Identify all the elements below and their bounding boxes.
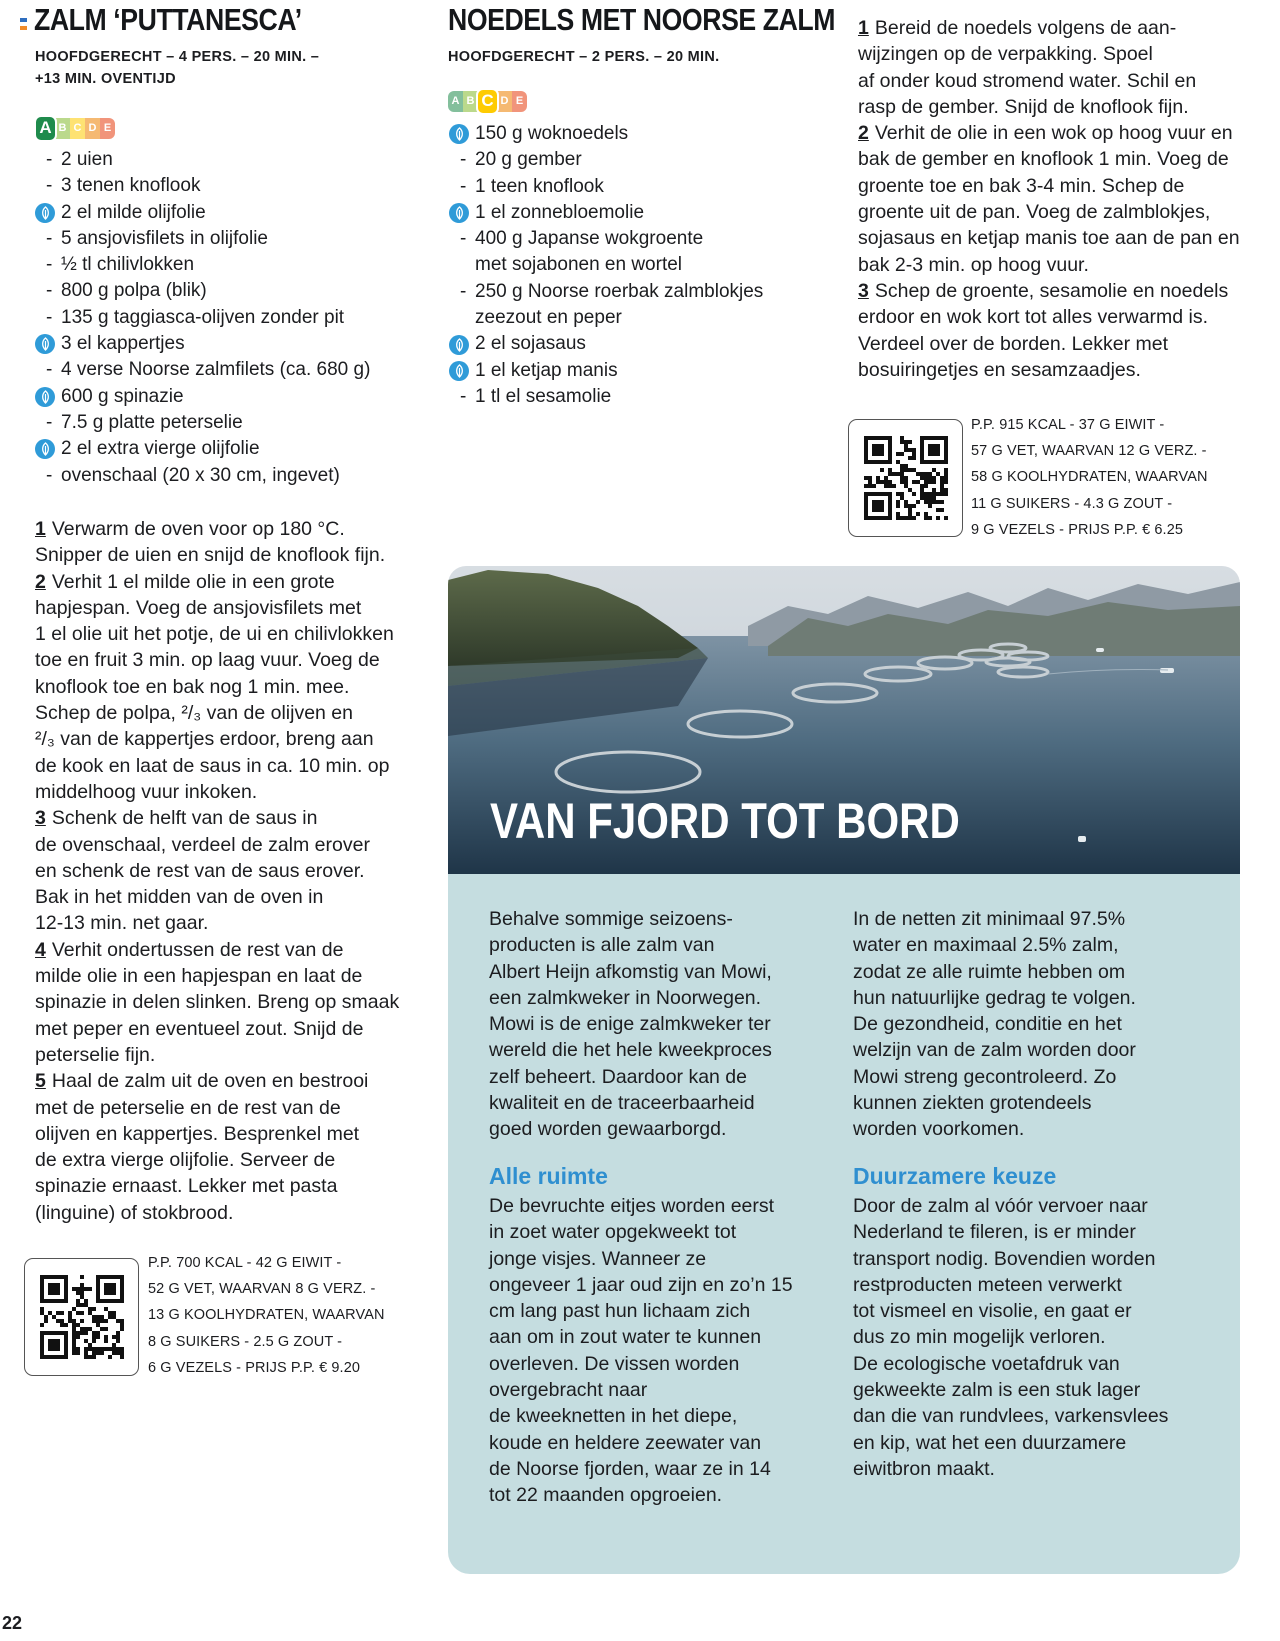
dash-mark: - xyxy=(460,385,467,407)
text-line: eiwitbron maakt. xyxy=(853,1457,995,1480)
step-text: knoflook toe en bak nog 1 min. mee. xyxy=(35,675,350,698)
method-line xyxy=(35,1200,435,1226)
text-line: Mowi streng gecontroleerd. Zo xyxy=(853,1065,1117,1088)
ingredient-text: 2 el milde olijfolie xyxy=(61,201,206,223)
ingredient-text: 1 el ketjap manis xyxy=(475,359,618,381)
ingredient-text: 7.5 g platte peterselie xyxy=(61,411,243,433)
step-number: 2 xyxy=(35,570,46,593)
step-number: 4 xyxy=(35,938,46,961)
step-number: 2 xyxy=(858,122,869,145)
recipe1-meta-line2: +13 MIN. OVENTIJD xyxy=(35,71,176,87)
dash-mark: - xyxy=(46,280,53,302)
method-line xyxy=(35,805,435,831)
step-text: bak 2-3 min. op hoog vuur. xyxy=(858,253,1089,276)
text-line: gekweekte zalm is een stuk lager xyxy=(853,1379,1141,1402)
feature-section-right xyxy=(853,1193,1233,1482)
method-line xyxy=(35,647,435,673)
dash-mark: - xyxy=(460,228,467,250)
text-line: 11 G SUIKERS - 4.3 G ZOUT - xyxy=(971,495,1173,512)
nutriscore-a: A xyxy=(448,91,463,112)
ingredient-item xyxy=(35,278,370,304)
text-line: jonge visjes. Wanneer ze xyxy=(489,1247,707,1270)
recipe2-nutrition xyxy=(971,412,1208,543)
step-text: peterselie fijn. xyxy=(35,1043,156,1066)
recipe2-meta-line1: HOOFDGERECHT – 2 PERS. – 20 MIN. xyxy=(448,49,720,65)
feature-intro-right xyxy=(853,906,1223,1143)
feature-section-left xyxy=(489,1193,829,1509)
step-text: ²/₃ van de kappertjes erdoor, breng aan xyxy=(35,728,374,751)
ingredient-text: 250 g Noorse roerbak zalmblokjes xyxy=(475,280,764,302)
step-text: spinazie in delen slinken. Breng op smaak xyxy=(35,991,400,1014)
step-text: Schep de groente, sesamolie en noedels xyxy=(874,279,1229,302)
nutriscore-e: E xyxy=(512,91,527,112)
recipe1-meta-line1: HOOFDGERECHT – 4 PERS. – 20 MIN. – xyxy=(35,49,320,65)
leaf-icon xyxy=(35,334,61,354)
step-text: toe en fruit 3 min. op laag vuur. Voeg de xyxy=(35,649,380,672)
step-text: Verwarm de oven voor op 180 °C. xyxy=(51,518,345,540)
ingredient-item xyxy=(449,200,763,226)
recipe1-title: ZALM ‘PUTTANESCA’ xyxy=(34,2,302,37)
dash-mark: - xyxy=(46,227,53,249)
method-line xyxy=(858,278,1278,304)
method-line xyxy=(858,252,1278,278)
step-text: met de peterselie en de rest van de xyxy=(35,1096,341,1119)
recipe2-meta xyxy=(448,46,719,68)
recipe2-method xyxy=(858,15,1278,383)
step-text: wijzingen op de verpakking. Spoel xyxy=(858,43,1153,66)
ingredient-text: 3 el kappertjes xyxy=(61,333,185,355)
recipe1-method xyxy=(35,516,435,1226)
step-number: 3 xyxy=(35,807,46,830)
ingredient-item xyxy=(449,226,763,252)
ingredient-text: 2 el extra vierge olijfolie xyxy=(61,438,260,460)
feature-intro-left xyxy=(489,906,829,1143)
step-number: 3 xyxy=(858,279,869,302)
ingredient-text: 1 el zonnebloemolie xyxy=(475,201,645,223)
text-line: in zoet water opgekweekt tot xyxy=(489,1221,737,1244)
recipe2-qr-code[interactable] xyxy=(848,419,963,537)
method-line xyxy=(858,225,1278,251)
method-line xyxy=(35,910,435,936)
page-number: 22 xyxy=(2,1613,23,1633)
step-number: 1 xyxy=(35,518,46,540)
dash-mark: - xyxy=(46,175,53,197)
step-text: spinazie ernaast. Lekker met pasta xyxy=(35,1175,338,1198)
dash-mark: - xyxy=(46,254,53,276)
leaf-icon xyxy=(35,334,55,354)
method-line xyxy=(35,884,435,910)
ingredient-text: 2 uien xyxy=(61,149,113,170)
text-line: P.P. 700 KCAL - 42 G EIWIT - xyxy=(148,1255,342,1271)
step-text: Snipper de uien en snijd de knoflook fijn. xyxy=(35,544,386,567)
nutriscore-e: E xyxy=(100,118,115,139)
ingredient-item xyxy=(35,463,370,489)
text-line: tot 22 maanden opgroeien. xyxy=(489,1484,723,1507)
leaf-icon xyxy=(449,361,475,381)
step-text: erdoor en wok kort tot alles verwarmd is. xyxy=(858,306,1209,329)
text-line: ongeveer 1 jaar oud zijn en zo’n 15 xyxy=(489,1273,793,1296)
step-text: Schenk de helft van de saus in xyxy=(51,807,318,830)
method-line xyxy=(35,832,435,858)
method-line xyxy=(35,1068,435,1094)
text-line: cm lang past hun lichaam zich xyxy=(489,1300,751,1323)
text-line: overgebracht naar xyxy=(489,1379,648,1402)
leaf-icon xyxy=(449,124,475,144)
leaf-icon xyxy=(449,335,469,355)
step-text: de extra vierge olijfolie. Serveer de xyxy=(35,1149,336,1172)
ingredient-item xyxy=(35,252,370,278)
step-text: milde olie in een hapjespan en laat de xyxy=(35,965,363,988)
method-line xyxy=(35,779,435,805)
dash-mark: - xyxy=(46,359,53,381)
ingredient-text: 5 ansjovisfilets in olijfolie xyxy=(61,227,268,249)
ingredient-item xyxy=(35,305,370,331)
nutriscore-b: B xyxy=(55,118,70,139)
text-line: koude en heldere zeewater van xyxy=(489,1431,762,1454)
ingredient-text: 1 tl el sesamolie xyxy=(475,385,612,407)
method-line xyxy=(858,68,1278,94)
ingredient-item xyxy=(35,436,370,462)
text-line: 6 G VEZELS - PRIJS P.P. € 9.20 xyxy=(148,1359,361,1376)
method-line xyxy=(35,1095,435,1121)
method-line xyxy=(858,146,1278,172)
ingredient-text: 150 g woknoedels xyxy=(475,123,629,144)
ingredient-item xyxy=(449,331,763,357)
text-line: dus zo min mogelijk verloren. xyxy=(853,1326,1106,1349)
text-line: De ecologische voetafdruk van xyxy=(853,1352,1120,1375)
text-line: 9 G VEZELS - PRIJS P.P. € 6.25 xyxy=(971,521,1184,538)
ingredient-text: 3 tenen knoflook xyxy=(61,175,201,197)
method-line xyxy=(35,674,435,700)
ingredient-item xyxy=(35,410,370,436)
ingredient-item xyxy=(35,147,370,173)
method-line xyxy=(35,963,435,989)
method-line xyxy=(35,989,435,1015)
method-line xyxy=(35,700,435,726)
method-line xyxy=(35,937,435,963)
text-line: 57 G VET, WAARVAN 12 G VERZ. - xyxy=(971,443,1207,460)
leaf-icon xyxy=(449,361,469,381)
method-line xyxy=(35,1173,435,1199)
text-line: worden voorkomen. xyxy=(853,1118,1025,1141)
fjord-photo xyxy=(448,566,1240,874)
text-line: de kweeknetten in het diepe, xyxy=(489,1405,738,1428)
method-line xyxy=(35,858,435,884)
ingredient-item xyxy=(449,147,763,173)
method-line xyxy=(858,15,1278,41)
ingredient-text: 4 verse Noorse zalmfilets (ca. 680 g) xyxy=(61,359,371,381)
text-line: 8 G SUIKERS - 2.5 G ZOUT - xyxy=(148,1333,343,1350)
nutriscore-c: C xyxy=(70,118,85,139)
recipe1-nutriscore xyxy=(36,115,115,141)
text-line: Door de zalm al vóór vervoer naar xyxy=(853,1195,1148,1217)
ingredient-item xyxy=(449,279,763,305)
step-text: Verdeel over de borden. Lekker met xyxy=(858,332,1169,355)
method-line xyxy=(35,1121,435,1147)
method-line xyxy=(35,595,435,621)
method-line xyxy=(858,173,1278,199)
qr-code-icon xyxy=(864,436,948,520)
text-line: water en maximaal 2.5% zalm, xyxy=(853,934,1119,957)
text-line: kwaliteit en de traceerbaarheid xyxy=(489,1092,755,1115)
step-number: 5 xyxy=(35,1070,46,1093)
ingredient-item xyxy=(449,174,763,200)
method-line xyxy=(35,726,435,752)
ingredient-item xyxy=(35,331,370,357)
method-line xyxy=(35,569,435,595)
ingredient-item xyxy=(35,357,370,383)
ingredient-text: 135 g taggiasca-olijven zonder pit xyxy=(61,306,345,328)
step-text: 1 el olie uit het potje, de ui en chilivlokken xyxy=(35,623,394,646)
text-line: De bevruchte eitjes worden eerst xyxy=(489,1195,775,1217)
step-text: middelhoog vuur inkoken. xyxy=(35,780,258,803)
step-text: 12-13 min. net gaar. xyxy=(35,912,209,935)
method-line xyxy=(35,1016,435,1042)
step-text: bak de gember en knoflook 1 min. Voeg de xyxy=(858,148,1229,171)
text-line: In de netten zit minimaal 97.5% xyxy=(853,908,1126,930)
method-line xyxy=(35,1147,435,1173)
step-text: groente toe en bak 3-4 min. Schep de xyxy=(858,174,1185,197)
recipe2-ingredients xyxy=(449,121,763,410)
method-line xyxy=(35,516,435,542)
leaf-icon xyxy=(449,335,475,355)
step-text: bosuiringetjes en sesamzaadjes. xyxy=(858,358,1141,381)
dash-mark: - xyxy=(460,175,467,197)
text-line: wereld die het hele kweekproces xyxy=(489,1039,772,1062)
method-line xyxy=(35,542,435,568)
text-line: overleven. De vissen worden xyxy=(489,1352,740,1375)
text-line: restproducten meteen verwerkt xyxy=(853,1273,1122,1296)
ingredient-item xyxy=(35,384,370,410)
text-line: hun natuurlijke gedrag te volgen. xyxy=(853,986,1136,1009)
leaf-icon xyxy=(35,439,61,459)
nutriscore-d: D xyxy=(85,118,100,139)
ingredient-text: ½ tl chilivlokken xyxy=(61,254,195,276)
step-text: rasp de gember. Snijd de knoflook fijn. xyxy=(858,95,1189,118)
nutriscore-a: A xyxy=(34,115,57,142)
text-line: producten is alle zalm van xyxy=(489,934,715,957)
text-line: transport nodig. Bovendien worden xyxy=(853,1247,1156,1270)
text-line: goed worden gewaarborgd. xyxy=(489,1118,727,1141)
feature-section-left-title: Alle ruimte xyxy=(489,1163,608,1189)
leaf-icon xyxy=(449,203,475,223)
text-line: Mowi is de enige zalmkweker ter xyxy=(489,1013,771,1036)
method-line xyxy=(858,199,1278,225)
ingredient-item xyxy=(449,121,763,147)
ingredient-item xyxy=(449,358,763,384)
feature-title: VAN FJORD TOT BORD xyxy=(490,793,960,849)
leaf-icon xyxy=(35,387,61,407)
step-text: olijven en kappertjes. Besprenkel met xyxy=(35,1122,360,1145)
dash-mark: - xyxy=(46,306,53,328)
flag-mark xyxy=(20,18,27,30)
text-line: Behalve sommige seizoens- xyxy=(489,908,733,930)
ingredient-text: met sojabonen en wortel xyxy=(475,254,683,276)
ingredient-item xyxy=(449,252,763,278)
method-line xyxy=(858,304,1278,330)
step-text: Schep de polpa, ²/₃ van de olijven en xyxy=(35,702,353,725)
step-text: met peper en eventueel zout. Snijd de xyxy=(35,1017,364,1040)
step-text: de kook en laat de saus in ca. 10 min. op xyxy=(35,754,390,777)
text-line: zelf beheert. Daardoor kan de xyxy=(489,1065,747,1088)
ingredient-text: zeezout en peper xyxy=(475,307,622,329)
text-line: 58 G KOOLHYDRATEN, WAARVAN xyxy=(971,469,1208,486)
text-line: P.P. 915 KCAL - 37 G EIWIT - xyxy=(971,417,1165,433)
text-line: 52 G VET, WAARVAN 8 G VERZ. - xyxy=(148,1281,376,1298)
ingredient-text: 800 g polpa (blik) xyxy=(61,280,207,302)
text-line: welzijn van de zalm worden door xyxy=(853,1039,1136,1062)
text-line: kunnen ziekten grotendeels xyxy=(853,1092,1092,1115)
recipe2-nutriscore xyxy=(448,88,527,114)
dash-mark: - xyxy=(46,464,53,486)
text-line: dan die van rundvlees, varkensvlees xyxy=(853,1405,1169,1428)
method-line xyxy=(858,357,1278,383)
text-line: De gezondheid, conditie en het xyxy=(853,1013,1122,1036)
step-text: Haal de zalm uit de oven en bestrooi xyxy=(51,1070,369,1093)
ingredient-text: 1 teen knoflook xyxy=(475,175,604,197)
method-line xyxy=(858,120,1278,146)
leaf-icon xyxy=(35,203,55,223)
ingredient-text: 600 g spinazie xyxy=(61,385,184,407)
ingredient-text: ovenschaal (20 x 30 cm, ingevet) xyxy=(61,464,340,486)
nutriscore-d: D xyxy=(497,91,512,112)
step-text: groente uit de pan. Voeg de zalmblokjes, xyxy=(858,201,1211,224)
ingredient-text: 2 el sojasaus xyxy=(475,333,586,355)
text-line: 13 G KOOLHYDRATEN, WAARVAN xyxy=(148,1307,385,1324)
recipe1-qr-code[interactable] xyxy=(24,1258,139,1376)
recipe2-title: NOEDELS MET NOORSE ZALM xyxy=(448,2,836,37)
text-line: de Noorse fjorden, waar ze in 14 xyxy=(489,1457,771,1480)
dash-mark: - xyxy=(460,280,467,302)
step-number: 1 xyxy=(858,17,869,39)
ingredient-item xyxy=(35,200,370,226)
ingredient-item xyxy=(449,384,763,410)
leaf-icon xyxy=(449,124,469,144)
step-text: en schenk de rest van de saus erover. xyxy=(35,859,365,882)
text-line: aan om in zout water te kunnen xyxy=(489,1326,762,1349)
method-line xyxy=(35,1042,435,1068)
ingredient-item xyxy=(35,173,370,199)
step-text: Verhit 1 el milde olie in een grote xyxy=(51,570,335,593)
dash-mark: - xyxy=(46,411,53,433)
text-line: zodat ze alle ruimte hebben om xyxy=(853,960,1126,983)
method-line xyxy=(858,331,1278,357)
method-line xyxy=(858,94,1278,120)
step-text: (linguine) of stokbrood. xyxy=(35,1201,234,1224)
dash-mark: - xyxy=(46,149,53,170)
step-text: Bereid de noedels volgens de aan- xyxy=(874,17,1177,39)
step-text: hapjespan. Voeg de ansjovisfilets met xyxy=(35,596,362,619)
step-text: de ovenschaal, verdeel de zalm erover xyxy=(35,833,370,856)
qr-code-icon xyxy=(40,1275,124,1359)
ingredient-item xyxy=(449,305,763,331)
leaf-icon xyxy=(35,387,55,407)
step-text: Verhit de olie in een wok op hoog vuur en xyxy=(874,122,1233,145)
feature-section-right-title: Duurzamere keuze xyxy=(853,1163,1057,1189)
recipe1-nutrition xyxy=(148,1250,385,1381)
method-line xyxy=(35,621,435,647)
leaf-icon xyxy=(35,439,55,459)
step-text: sojasaus en ketjap manis toe aan de pan en xyxy=(858,227,1240,250)
nutriscore-b: B xyxy=(463,91,478,112)
leaf-icon xyxy=(35,203,61,223)
text-line: Albert Heijn afkomstig van Mowi, xyxy=(489,960,772,983)
method-line xyxy=(858,41,1278,67)
leaf-icon xyxy=(449,203,469,223)
dash-mark: - xyxy=(460,149,467,171)
step-text: Bak in het midden van de oven in xyxy=(35,886,324,909)
step-text: Verhit ondertussen de rest van de xyxy=(51,938,344,961)
text-line: een zalmkweker in Noorwegen. xyxy=(489,986,762,1009)
ingredient-text: 400 g Japanse wokgroente xyxy=(475,228,704,250)
step-text: af onder koud stromend water. Schil en xyxy=(858,69,1197,92)
ingredient-item xyxy=(35,226,370,252)
ingredient-text: 20 g gember xyxy=(475,149,582,171)
recipe1-ingredients xyxy=(35,147,370,489)
method-line xyxy=(35,753,435,779)
text-line: tot vismeel en visolie, en gaat er xyxy=(853,1300,1132,1323)
text-line: Nederland te fileren, is er minder xyxy=(853,1221,1136,1244)
text-line: en kip, wat het een duurzamere xyxy=(853,1431,1127,1454)
recipe1-meta xyxy=(35,46,319,90)
nutriscore-c: C xyxy=(476,88,499,115)
